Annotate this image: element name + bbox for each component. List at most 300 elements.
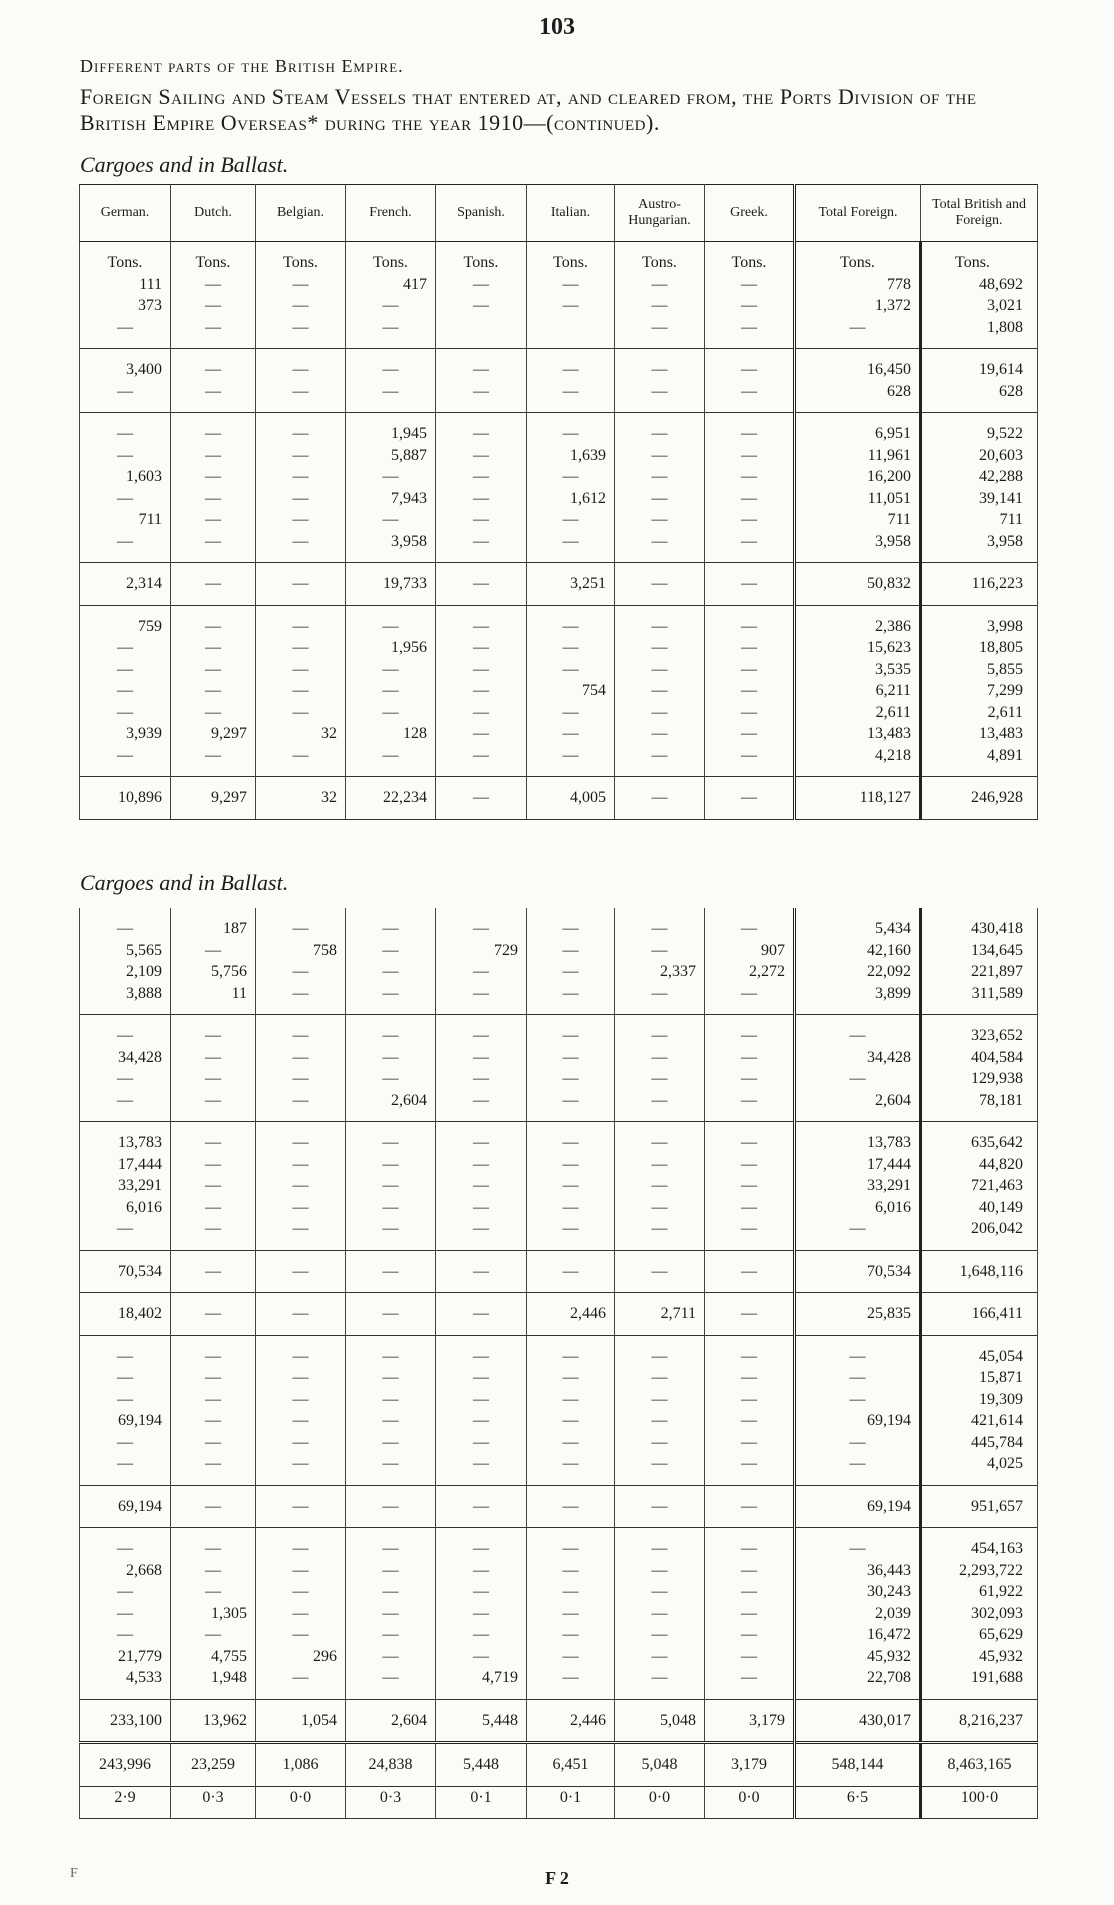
table-cell: 69,194 bbox=[795, 1410, 921, 1432]
table-cell: 3,998 bbox=[921, 605, 1038, 637]
table-cell: — bbox=[705, 702, 795, 724]
table-cell: — bbox=[615, 317, 705, 349]
table-cell: — bbox=[80, 317, 171, 349]
percentage-cell: 6·5 bbox=[795, 1786, 921, 1819]
table-cell: 9,297 bbox=[171, 723, 256, 745]
table-cell: — bbox=[615, 1047, 705, 1069]
table-cell: — bbox=[527, 1154, 615, 1176]
table-cell: 191,688 bbox=[921, 1667, 1038, 1699]
table-cell: — bbox=[346, 466, 436, 488]
table-cell: 42,288 bbox=[921, 466, 1038, 488]
table-cell: — bbox=[615, 1485, 705, 1528]
table-cell: — bbox=[615, 680, 705, 702]
table-row bbox=[80, 1218, 1038, 1250]
table-cell: — bbox=[80, 745, 171, 777]
table-cell: 5,756 bbox=[171, 961, 256, 983]
table-cell: 36,443 bbox=[795, 1560, 921, 1582]
table-cell: — bbox=[346, 1293, 436, 1336]
table-cell: — bbox=[705, 1122, 795, 1154]
table-cell: — bbox=[346, 1154, 436, 1176]
unit-label: Tons. bbox=[921, 242, 1038, 274]
table-cell: — bbox=[705, 1068, 795, 1090]
table-cell: — bbox=[171, 1432, 256, 1454]
table-row bbox=[80, 1047, 1038, 1069]
table-cell: — bbox=[705, 1560, 795, 1582]
table-cell: — bbox=[527, 1581, 615, 1603]
table-cell: — bbox=[256, 1175, 346, 1197]
table-cell: — bbox=[436, 745, 527, 777]
table-cell: 19,309 bbox=[921, 1389, 1038, 1411]
table-cell: — bbox=[705, 777, 795, 820]
table-cell: 6,951 bbox=[795, 413, 921, 445]
table-cell: 3,888 bbox=[80, 983, 171, 1015]
table-cell: 61,922 bbox=[921, 1581, 1038, 1603]
table-cell: — bbox=[705, 605, 795, 637]
table-cell: — bbox=[705, 1603, 795, 1625]
table-cell: — bbox=[171, 1581, 256, 1603]
table-cell: — bbox=[171, 1197, 256, 1219]
table-cell: — bbox=[705, 1581, 795, 1603]
table-cell: 129,938 bbox=[921, 1068, 1038, 1090]
table-cell: — bbox=[80, 1624, 171, 1646]
table-cell: — bbox=[171, 563, 256, 606]
table-cell: 628 bbox=[795, 381, 921, 413]
table-row bbox=[80, 680, 1038, 702]
table-cell: — bbox=[795, 1335, 921, 1367]
table-cell: — bbox=[436, 445, 527, 467]
column-header: Greek. bbox=[705, 185, 795, 242]
table-cell: — bbox=[80, 445, 171, 467]
table-cell: — bbox=[527, 1485, 615, 1528]
table-cell: — bbox=[527, 1175, 615, 1197]
section-label-2: Cargoes and in Ballast. bbox=[80, 870, 289, 895]
table-cell: — bbox=[705, 295, 795, 317]
subtotal-row bbox=[80, 1485, 1038, 1528]
table-cell: — bbox=[436, 1122, 527, 1154]
table-cell: 45,932 bbox=[795, 1646, 921, 1668]
table-cell: — bbox=[527, 659, 615, 681]
table-cell: — bbox=[256, 1015, 346, 1047]
table-cell: — bbox=[171, 509, 256, 531]
table-cell: 15,871 bbox=[921, 1367, 1038, 1389]
table-cell: 2,604 bbox=[795, 1090, 921, 1122]
table-cell: — bbox=[527, 1090, 615, 1122]
table-cell: — bbox=[615, 659, 705, 681]
table-cell: 1,945 bbox=[346, 413, 436, 445]
table-cell: — bbox=[171, 445, 256, 467]
table-cell: — bbox=[436, 605, 527, 637]
table-cell: — bbox=[171, 317, 256, 349]
table-cell: 454,163 bbox=[921, 1528, 1038, 1560]
table-cell: 187 bbox=[171, 908, 256, 940]
table-cell: — bbox=[171, 1485, 256, 1528]
table-cell: — bbox=[256, 509, 346, 531]
table-row bbox=[80, 1389, 1038, 1411]
table-cell: — bbox=[527, 1389, 615, 1411]
table-row bbox=[80, 413, 1038, 445]
table-cell: 2,272 bbox=[705, 961, 795, 983]
table-cell: — bbox=[171, 1624, 256, 1646]
table-cell: — bbox=[436, 680, 527, 702]
table-cell: — bbox=[615, 295, 705, 317]
table-cell: — bbox=[171, 1015, 256, 1047]
footer-mark: F bbox=[70, 1866, 78, 1881]
table-cell: 2,446 bbox=[527, 1699, 615, 1743]
table-cell: — bbox=[615, 531, 705, 563]
table-cell: 9,297 bbox=[171, 777, 256, 820]
table-cell: — bbox=[615, 723, 705, 745]
table-cell: 1,603 bbox=[80, 466, 171, 488]
table-cell: — bbox=[346, 1068, 436, 1090]
table-cell: — bbox=[705, 1090, 795, 1122]
table-cell: 16,450 bbox=[795, 349, 921, 381]
table-row bbox=[80, 1197, 1038, 1219]
table-cell: — bbox=[256, 381, 346, 413]
unit-label: Tons. bbox=[346, 242, 436, 274]
table-cell: — bbox=[171, 1068, 256, 1090]
column-header: Austro-Hungarian. bbox=[615, 185, 705, 242]
table-row bbox=[80, 445, 1038, 467]
table-cell: — bbox=[615, 1015, 705, 1047]
table-cell: 3,021 bbox=[921, 295, 1038, 317]
table-cell: 32 bbox=[256, 777, 346, 820]
table-cell: — bbox=[705, 1250, 795, 1293]
table-cell: — bbox=[256, 466, 346, 488]
table-cell: — bbox=[527, 1646, 615, 1668]
unit-label: Tons. bbox=[615, 242, 705, 274]
table-cell: 759 bbox=[80, 605, 171, 637]
table-cell: — bbox=[436, 983, 527, 1015]
table-cell: — bbox=[80, 1453, 171, 1485]
table-cell: — bbox=[171, 680, 256, 702]
table-cell: 5,565 bbox=[80, 940, 171, 962]
table-cell: — bbox=[705, 1410, 795, 1432]
table-cell: — bbox=[527, 1624, 615, 1646]
section-label-1: Cargoes and in Ballast. bbox=[80, 152, 289, 177]
table-cell: — bbox=[256, 1389, 346, 1411]
table-cell: — bbox=[527, 1453, 615, 1485]
table-cell: 323,652 bbox=[921, 1015, 1038, 1047]
table-cell: — bbox=[346, 680, 436, 702]
table-cell: 4,005 bbox=[527, 777, 615, 820]
table-cell: — bbox=[527, 1335, 615, 1367]
table-cell: — bbox=[436, 1335, 527, 1367]
table-cell: 6,211 bbox=[795, 680, 921, 702]
table-cell: — bbox=[436, 1047, 527, 1069]
table-cell: — bbox=[256, 1603, 346, 1625]
table-cell: — bbox=[615, 702, 705, 724]
table-cell: — bbox=[436, 349, 527, 381]
table-cell: — bbox=[256, 1528, 346, 1560]
table-cell: — bbox=[346, 1528, 436, 1560]
table-cell: — bbox=[80, 1218, 171, 1250]
table-cell: — bbox=[346, 1175, 436, 1197]
column-header: Belgian. bbox=[256, 185, 346, 242]
table-cell: — bbox=[615, 1667, 705, 1699]
table-cell: — bbox=[346, 317, 436, 349]
grand-total-row bbox=[80, 1743, 1038, 1787]
table-row bbox=[80, 1410, 1038, 1432]
table-cell: — bbox=[527, 983, 615, 1015]
table-cell: — bbox=[256, 1068, 346, 1090]
table-cell: — bbox=[436, 723, 527, 745]
table-cell: — bbox=[80, 488, 171, 510]
table-cell: — bbox=[705, 488, 795, 510]
table-cell: — bbox=[436, 1175, 527, 1197]
table-cell: — bbox=[256, 317, 346, 349]
grand-total-cell: 5,448 bbox=[436, 1743, 527, 1787]
table-cell: 42,160 bbox=[795, 940, 921, 962]
table-cell: — bbox=[436, 1090, 527, 1122]
table-cell: — bbox=[527, 908, 615, 940]
table-cell: — bbox=[527, 940, 615, 962]
table-cell: 9,522 bbox=[921, 413, 1038, 445]
table-row bbox=[80, 1453, 1038, 1485]
table-cell: — bbox=[615, 381, 705, 413]
table-cell: — bbox=[256, 1581, 346, 1603]
table-cell: — bbox=[256, 908, 346, 940]
table-cell: — bbox=[527, 1218, 615, 1250]
table-cell: — bbox=[527, 1047, 615, 1069]
table-cell: — bbox=[346, 1197, 436, 1219]
table-cell: 20,603 bbox=[921, 445, 1038, 467]
table-cell: — bbox=[705, 1015, 795, 1047]
table-cell: — bbox=[346, 1122, 436, 1154]
table-cell: — bbox=[795, 1432, 921, 1454]
table-cell: 711 bbox=[80, 509, 171, 531]
table-cell: — bbox=[436, 1015, 527, 1047]
table-cell: — bbox=[615, 637, 705, 659]
table-cell: — bbox=[615, 1432, 705, 1454]
table-cell: — bbox=[346, 1667, 436, 1699]
table-cell: — bbox=[256, 1197, 346, 1219]
table-cell: — bbox=[527, 413, 615, 445]
table-cell: — bbox=[171, 488, 256, 510]
table-cell: — bbox=[527, 961, 615, 983]
table-cell: — bbox=[346, 1432, 436, 1454]
percentage-cell: 0·0 bbox=[705, 1786, 795, 1819]
table-cell: — bbox=[80, 637, 171, 659]
unit-label: Tons. bbox=[527, 242, 615, 274]
table-cell: — bbox=[615, 1389, 705, 1411]
table-cell: 445,784 bbox=[921, 1432, 1038, 1454]
table-row bbox=[80, 1603, 1038, 1625]
table-cell: 3,251 bbox=[527, 563, 615, 606]
table-cell: — bbox=[171, 940, 256, 962]
table-cell: 128 bbox=[346, 723, 436, 745]
table-cell: — bbox=[705, 563, 795, 606]
table-cell: — bbox=[171, 1410, 256, 1432]
table-cell: — bbox=[346, 659, 436, 681]
page-heading: Different parts of the British Empire. bbox=[80, 56, 404, 76]
table-row bbox=[80, 745, 1038, 777]
table-cell: — bbox=[436, 381, 527, 413]
table-cell: — bbox=[171, 349, 256, 381]
table-cell: — bbox=[346, 745, 436, 777]
table-cell: 48,692 bbox=[921, 274, 1038, 296]
page-number: 103 bbox=[539, 14, 575, 40]
table-cell: — bbox=[527, 381, 615, 413]
table-cell: — bbox=[527, 1367, 615, 1389]
subtotal-row bbox=[80, 777, 1038, 820]
table-cell: — bbox=[615, 1122, 705, 1154]
table-cell: — bbox=[256, 745, 346, 777]
table-cell: — bbox=[171, 1560, 256, 1582]
shipping-table-part1 bbox=[79, 184, 1038, 820]
table-cell: 5,434 bbox=[795, 908, 921, 940]
table-cell: — bbox=[527, 531, 615, 563]
table-cell: — bbox=[527, 637, 615, 659]
table-cell: — bbox=[256, 702, 346, 724]
table-cell: 711 bbox=[921, 509, 1038, 531]
table-cell: — bbox=[705, 1047, 795, 1069]
table-cell: — bbox=[527, 1015, 615, 1047]
table-cell: — bbox=[615, 445, 705, 467]
table-cell: 3,899 bbox=[795, 983, 921, 1015]
table-cell: 17,444 bbox=[80, 1154, 171, 1176]
table-cell: — bbox=[80, 381, 171, 413]
table-cell: — bbox=[705, 531, 795, 563]
table-cell: 30,243 bbox=[795, 1581, 921, 1603]
table-cell: — bbox=[171, 659, 256, 681]
table-cell: 69,194 bbox=[80, 1410, 171, 1432]
table-cell: — bbox=[436, 563, 527, 606]
table-cell: — bbox=[256, 1218, 346, 1250]
table-cell: — bbox=[80, 1068, 171, 1090]
table-cell: 10,896 bbox=[80, 777, 171, 820]
table-cell: — bbox=[615, 1646, 705, 1668]
table-cell: — bbox=[527, 745, 615, 777]
table-cell: — bbox=[527, 295, 615, 317]
table-cell: 421,614 bbox=[921, 1410, 1038, 1432]
table-row bbox=[80, 1432, 1038, 1454]
table-cell: — bbox=[436, 1432, 527, 1454]
table-cell: — bbox=[527, 702, 615, 724]
table-cell: — bbox=[436, 295, 527, 317]
table-cell: 18,805 bbox=[921, 637, 1038, 659]
subtotal-row bbox=[80, 1293, 1038, 1336]
table-cell: — bbox=[436, 1581, 527, 1603]
table-cell: 246,928 bbox=[921, 777, 1038, 820]
table-cell: 2,446 bbox=[527, 1293, 615, 1336]
unit-label: Tons. bbox=[705, 242, 795, 274]
table-cell: — bbox=[705, 1175, 795, 1197]
table-cell: — bbox=[171, 1122, 256, 1154]
table-cell: — bbox=[527, 1560, 615, 1582]
table-row bbox=[80, 1667, 1038, 1699]
table-cell: — bbox=[436, 1068, 527, 1090]
table-cell: 628 bbox=[921, 381, 1038, 413]
grand-total-cell: 3,179 bbox=[705, 1743, 795, 1787]
table-cell: — bbox=[615, 509, 705, 531]
table-cell: — bbox=[256, 295, 346, 317]
table-cell: — bbox=[527, 1432, 615, 1454]
table-cell: — bbox=[346, 908, 436, 940]
table-cell: — bbox=[171, 1389, 256, 1411]
table-cell: — bbox=[527, 466, 615, 488]
table-cell: — bbox=[527, 723, 615, 745]
table-row bbox=[80, 1367, 1038, 1389]
table-cell: — bbox=[527, 509, 615, 531]
table-cell: 19,614 bbox=[921, 349, 1038, 381]
table-row bbox=[80, 961, 1038, 983]
table-row bbox=[80, 1528, 1038, 1560]
table-cell: — bbox=[256, 1122, 346, 1154]
column-header: Dutch. bbox=[171, 185, 256, 242]
table-cell: — bbox=[615, 1218, 705, 1250]
table-cell: — bbox=[346, 1485, 436, 1528]
table-cell: — bbox=[171, 274, 256, 296]
table-cell: — bbox=[171, 745, 256, 777]
table-cell: — bbox=[436, 1389, 527, 1411]
table-cell: 5,048 bbox=[615, 1699, 705, 1743]
table-cell: 33,291 bbox=[795, 1175, 921, 1197]
table-cell: — bbox=[705, 637, 795, 659]
table-cell: — bbox=[705, 908, 795, 940]
table-cell: — bbox=[436, 702, 527, 724]
table-cell: 7,943 bbox=[346, 488, 436, 510]
table-cell: — bbox=[436, 1646, 527, 1668]
column-header: Total British and Foreign. bbox=[921, 185, 1038, 242]
table-cell: — bbox=[346, 1218, 436, 1250]
table-cell: — bbox=[436, 413, 527, 445]
table-cell: — bbox=[346, 702, 436, 724]
table-cell: — bbox=[256, 605, 346, 637]
table-cell: — bbox=[705, 1367, 795, 1389]
table-cell: — bbox=[346, 1603, 436, 1625]
table-cell: 13,483 bbox=[921, 723, 1038, 745]
table-cell: — bbox=[256, 1432, 346, 1454]
table-cell: 758 bbox=[256, 940, 346, 962]
table-cell: — bbox=[615, 940, 705, 962]
table-cell: — bbox=[346, 1624, 436, 1646]
table-cell: — bbox=[705, 1293, 795, 1336]
table-cell: — bbox=[795, 1068, 921, 1090]
table-cell: 2,314 bbox=[80, 563, 171, 606]
table-cell: 3,535 bbox=[795, 659, 921, 681]
table-row bbox=[80, 1068, 1038, 1090]
table-cell: — bbox=[615, 1560, 705, 1582]
table-cell: 69,194 bbox=[795, 1485, 921, 1528]
table-cell: 2,293,722 bbox=[921, 1560, 1038, 1582]
table-cell: — bbox=[171, 1090, 256, 1122]
table-cell: 2,604 bbox=[346, 1699, 436, 1743]
table-cell: — bbox=[705, 445, 795, 467]
table-cell: — bbox=[615, 488, 705, 510]
table-cell: 6,016 bbox=[80, 1197, 171, 1219]
table-cell: 2,337 bbox=[615, 961, 705, 983]
table-cell: — bbox=[80, 908, 171, 940]
table-cell: — bbox=[171, 1250, 256, 1293]
table-row bbox=[80, 1122, 1038, 1154]
table-row bbox=[80, 908, 1038, 940]
table-cell: 45,054 bbox=[921, 1335, 1038, 1367]
table-cell: — bbox=[346, 1646, 436, 1668]
table-cell: 11,961 bbox=[795, 445, 921, 467]
table-cell: 721,463 bbox=[921, 1175, 1038, 1197]
table-row bbox=[80, 605, 1038, 637]
table-cell: — bbox=[346, 1453, 436, 1485]
table-cell: — bbox=[705, 1218, 795, 1250]
table-cell: — bbox=[615, 1603, 705, 1625]
table-cell: — bbox=[171, 531, 256, 563]
grand-total-cell: 243,996 bbox=[80, 1743, 171, 1787]
table-cell: — bbox=[615, 1090, 705, 1122]
table-cell: — bbox=[171, 1367, 256, 1389]
page-signature: F 2 bbox=[545, 1868, 569, 1888]
table-cell bbox=[527, 317, 615, 349]
table-cell: 111 bbox=[80, 274, 171, 296]
